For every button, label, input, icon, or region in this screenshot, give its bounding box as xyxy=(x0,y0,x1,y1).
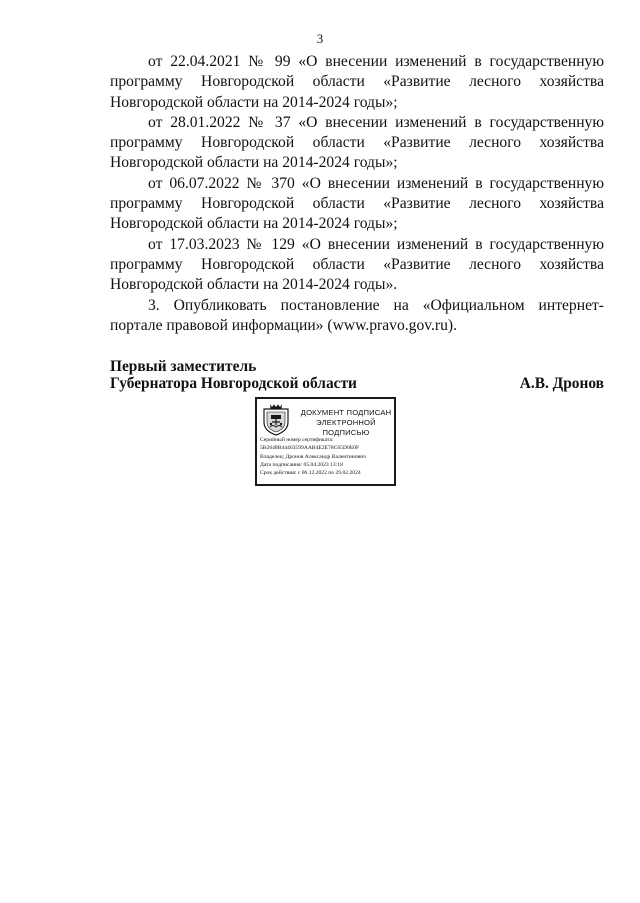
paragraph-amendment-2022-07-06: от 06.07.2022 № 370 «О внесении изменений в государственную программу Новгородской области «Развитие лесного хозяйства Новгородской области на 2014-2024 годы»; xyxy=(110,174,604,233)
electronic-signature-stamp xyxy=(255,397,396,486)
stamp-title xyxy=(297,408,395,438)
paragraph-amendment-2021-04-22: от 22.04.2021 № 99 «О внесении изменений в государственную программу Новгородской области «Развитие лесного хозяйства Новгородской области на 2014-2024 годы»; xyxy=(110,53,604,111)
certificate-owner: Владелец: Дронов Александр Валентинович xyxy=(260,453,366,460)
signatory-block xyxy=(110,358,604,392)
stamp-details xyxy=(260,436,394,477)
certificate-number: 5B2648B44463599AAB4E2E78C65D0E0F xyxy=(260,445,360,452)
signing-date: Дата подписания: 05.04.2023 13:18 xyxy=(260,461,343,468)
certificate-validity: Срок действия: с 06.12.2022 по 29.02.2024 xyxy=(260,470,361,477)
page-number: 3 xyxy=(316,31,324,46)
paragraph-amendment-2023-03-17: от 17.03.2023 № 129 «О внесении изменений в государственную программу Новгородской области «Развитие лесного хозяйства Новгородской области на 2014-2024 годы». xyxy=(110,235,604,294)
coat-of-arms-icon xyxy=(261,403,291,436)
signer-name: А.В. Дронов xyxy=(519,375,604,392)
signatory-position-line2: Губернатора Новгородской области xyxy=(110,375,357,392)
paragraph-amendment-2022-01-28: от 28.01.2022 № 37 «О внесении изменений в государственную программу Новгородской области «Развитие лесного хозяйства Новгородской области на 2014-2024 годы»; xyxy=(110,113,604,172)
stamp-title-line2: ЭЛЕКТРОННОЙ ПОДПИСЬЮ xyxy=(316,418,376,437)
signatory-position-line1: Первый заместитель xyxy=(110,358,257,375)
paragraph-publication-clause: 3. Опубликовать постановление на «Официальном интернет-портале правовой информации» (www.pravo.gov.ru). xyxy=(110,296,604,334)
stamp-title-line1: ДОКУМЕНТ ПОДПИСАН xyxy=(300,408,392,417)
certificate-label: Серийный номер сертификата: xyxy=(260,437,334,443)
document-body xyxy=(110,52,604,336)
